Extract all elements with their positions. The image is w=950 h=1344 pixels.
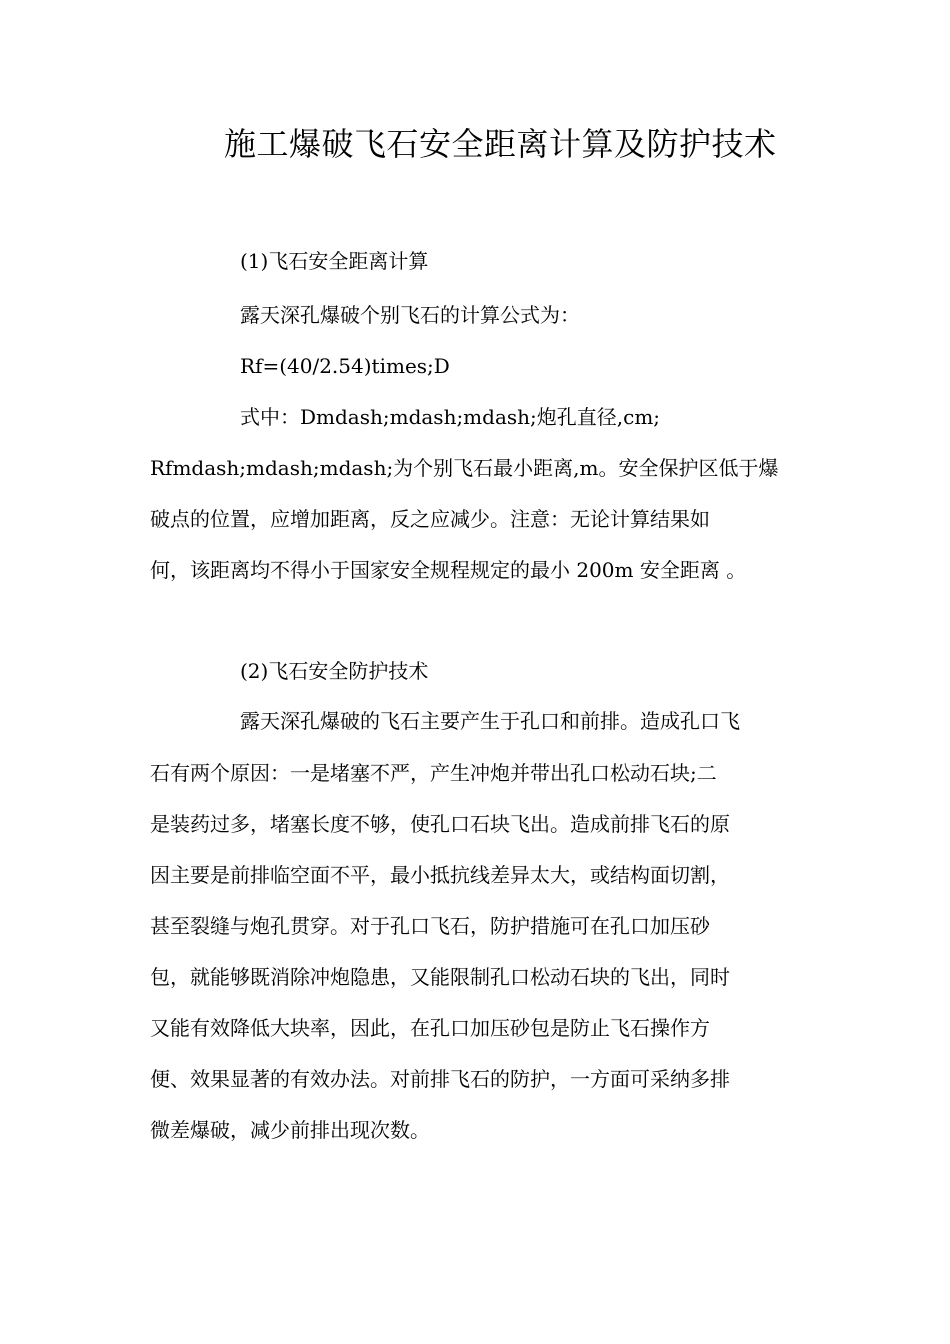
- paragraph-line: 微差爆破，减少前排出现次数。: [150, 1118, 430, 1142]
- paragraph-line: 便、效果显著的有效办法。对前排飞石的防护，一方面可采纳多排: [150, 1067, 730, 1091]
- paragraph-line: 又能有效降低大块率，因此，在孔口加压砂包是防止飞石操作方: [150, 1016, 710, 1040]
- section-2-heading: (2)飞石安全防护技术: [240, 659, 429, 683]
- paragraph-line: 包，就能够既消除冲炮隐患，又能限制孔口松动石块的飞出，同时: [150, 965, 730, 989]
- paragraph-line: 式中：Dmdash;mdash;mdash;炮孔直径,cm;: [240, 405, 661, 429]
- paragraph-line: 因主要是前排临空面不平，最小抵抗线差异太大，或结构面切割，: [150, 863, 730, 887]
- section-1-heading: (1)飞石安全距离计算: [240, 249, 429, 273]
- paragraph-line: 露天深孔爆破个别飞石的计算公式为：: [240, 303, 580, 327]
- paragraph-line: 石有两个原因：一是堵塞不严，产生冲炮并带出孔口松动石块;二: [150, 761, 717, 785]
- paragraph-line: 露天深孔爆破的飞石主要产生于孔口和前排。造成孔口飞: [240, 709, 740, 733]
- paragraph-line: 何，该距离均不得小于国家安全规程规定的最小 200m 安全距离 。: [150, 558, 747, 582]
- document-title: 施工爆破飞石安全距离计算及防护技术: [224, 125, 777, 163]
- paragraph-line: 甚至裂缝与炮孔贯穿。对于孔口飞石，防护措施可在孔口加压砂: [150, 914, 710, 938]
- paragraph-line: Rfmdash;mdash;mdash;为个别飞石最小距离,m。安全保护区低于爆: [150, 456, 779, 480]
- formula-line: Rf=(40/2.54)times;D: [240, 354, 450, 378]
- paragraph-line: 破点的位置，应增加距离，反之应减少。注意：无论计算结果如: [150, 507, 710, 531]
- paragraph-line: 是装药过多，堵塞长度不够，使孔口石块飞出。造成前排飞石的原: [150, 812, 730, 836]
